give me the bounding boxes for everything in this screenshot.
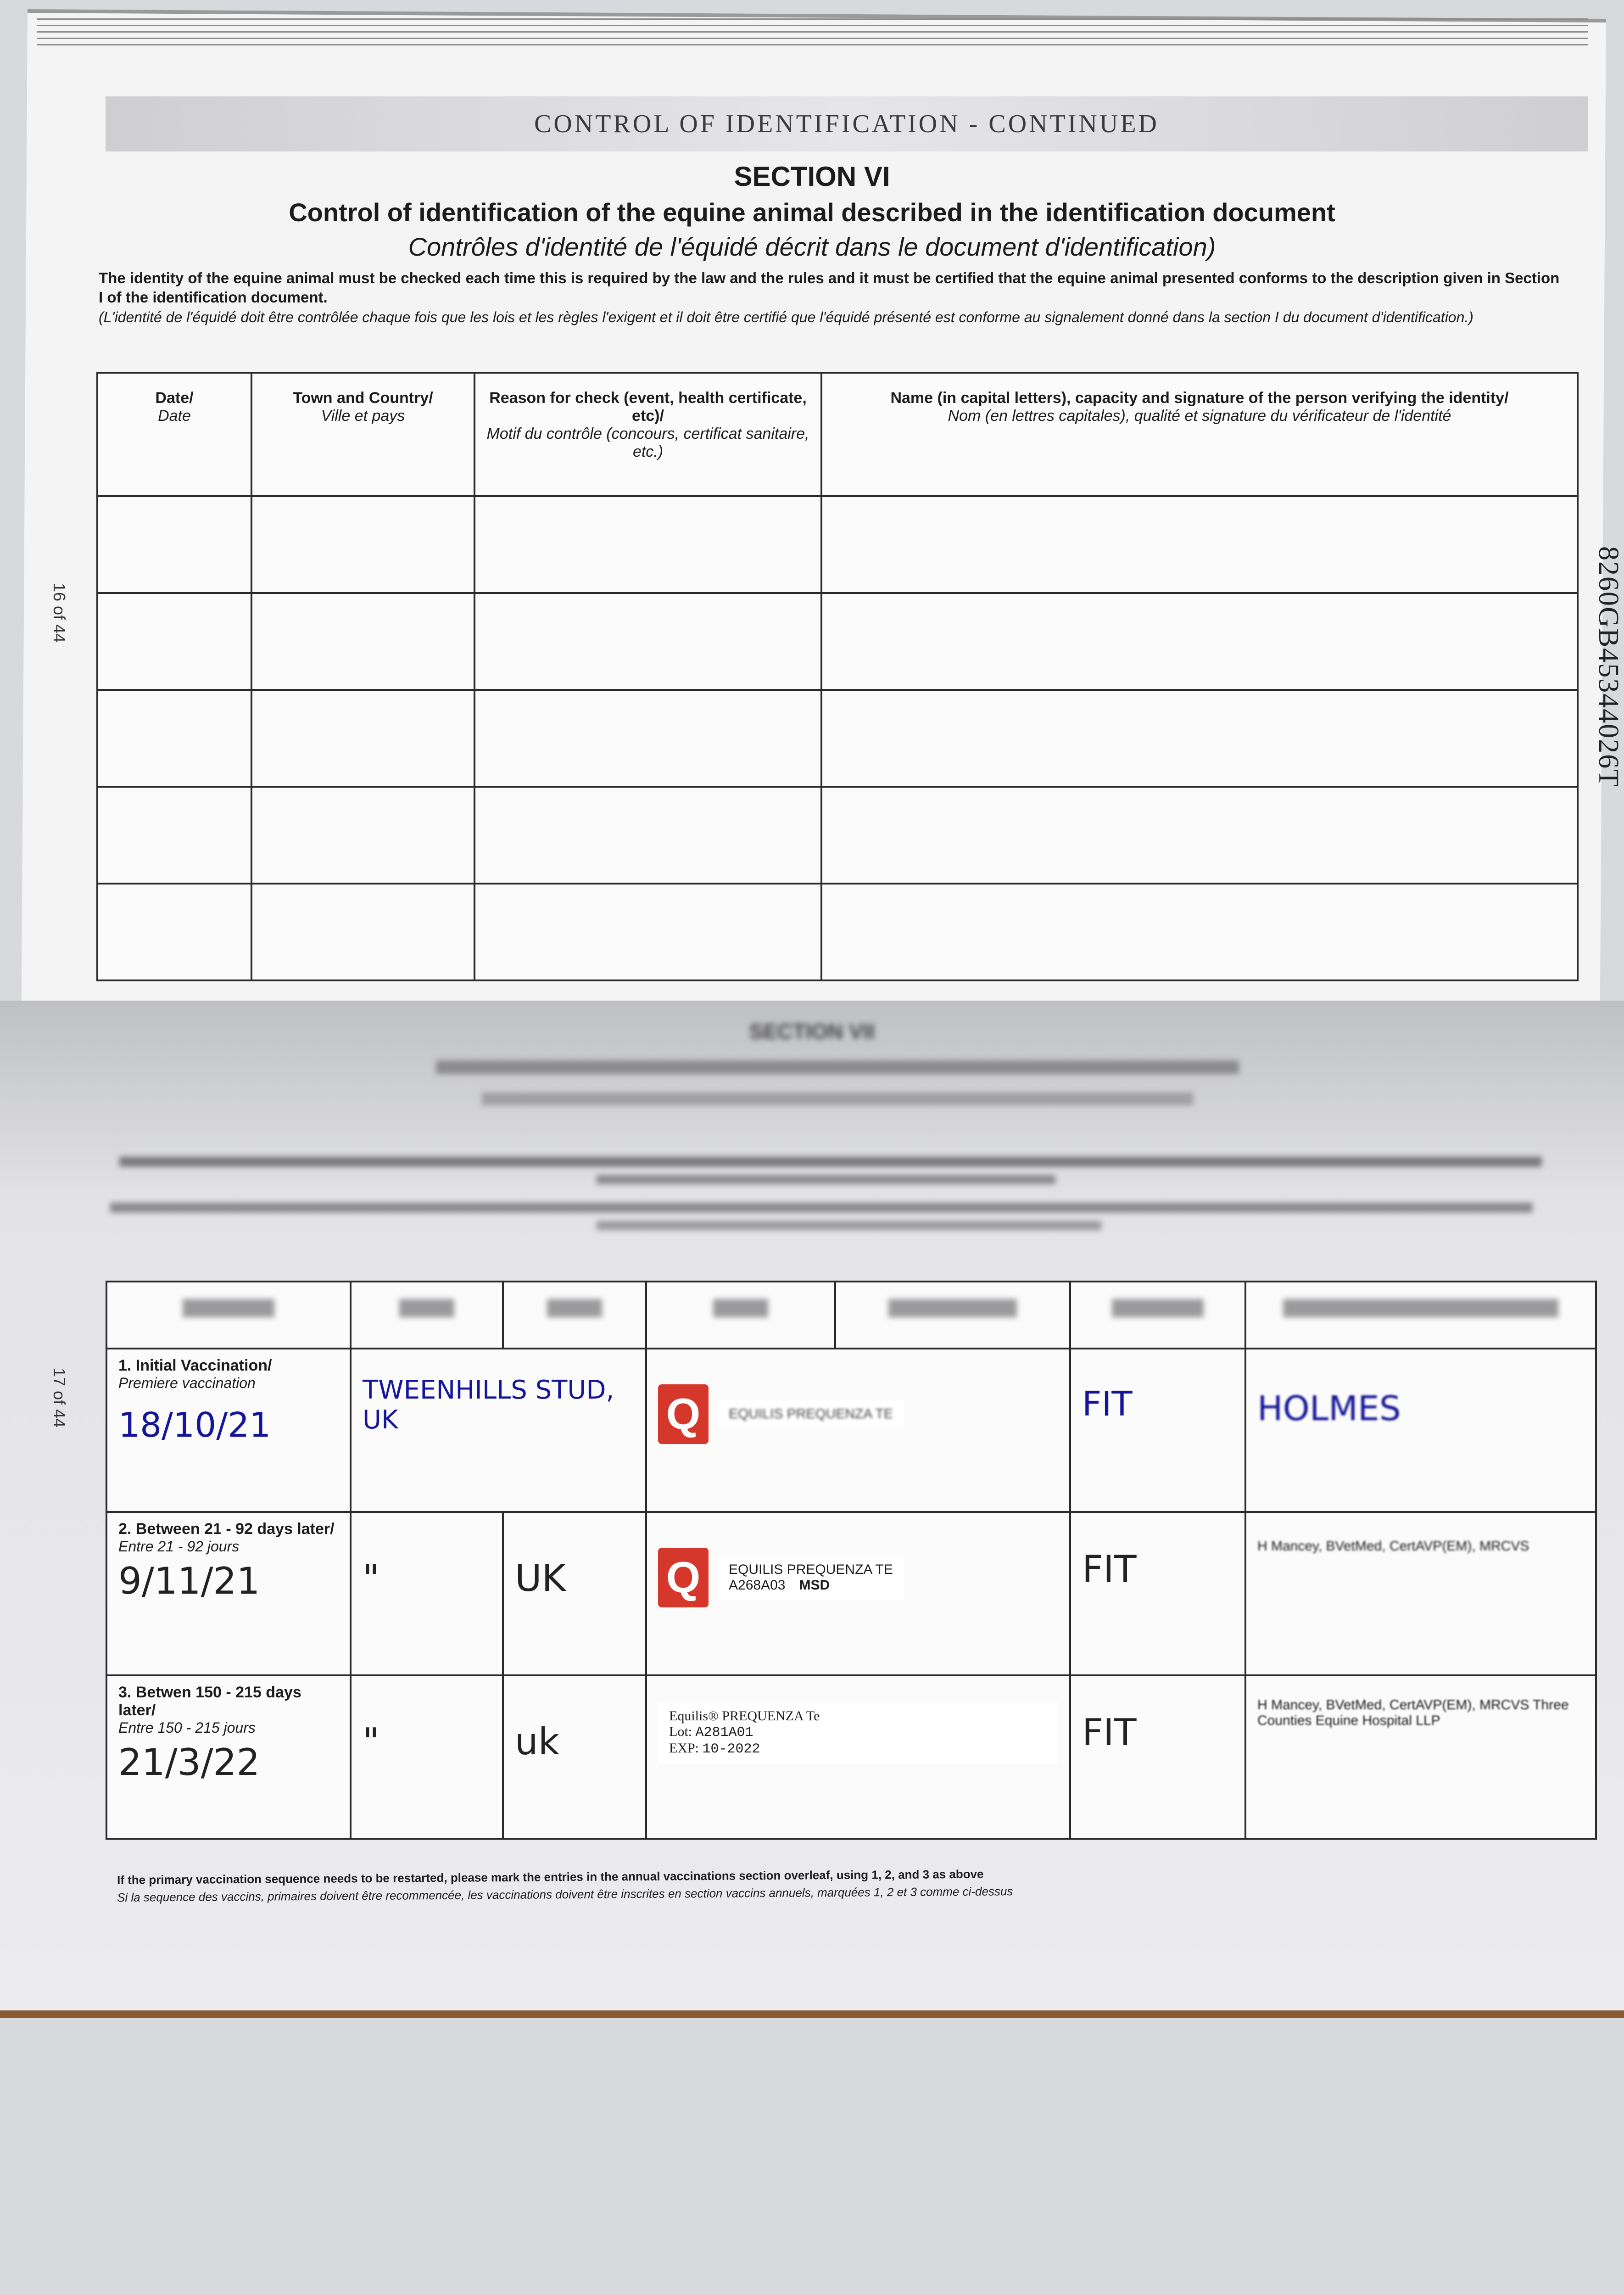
row-1-date-cell[interactable] [106, 1349, 351, 1512]
header-town-fr: Ville et pays [321, 407, 405, 425]
cell-date[interactable] [97, 787, 251, 884]
row-2-product: EQUILIS PREQUENZA TE [729, 1562, 893, 1577]
vaccination-row-2 [106, 1512, 1596, 1675]
cell-town[interactable] [251, 690, 474, 787]
header-reason [474, 373, 821, 496]
control-table-header [97, 373, 1578, 496]
passport-id: 8260GB45344026T [1593, 546, 1624, 788]
cell-town[interactable] [251, 496, 474, 593]
blurred-title-line [482, 1092, 1193, 1105]
row-1-signature: HOLMES [1257, 1389, 1401, 1428]
msd-logo: MSD [799, 1578, 830, 1593]
row-2-place-cell[interactable] [351, 1512, 503, 1675]
header-reason-en: Reason for check (event, health certificate, etc)/ [489, 389, 807, 425]
row-2-product-cell[interactable] [646, 1512, 1070, 1675]
cell-name[interactable] [821, 593, 1578, 690]
row-3-signature: H Mancey, BVetMed, CertAVP(EM), MRCVS Three Counties Equine Hospital LLP [1257, 1697, 1569, 1728]
blurred-header-country [503, 1282, 646, 1349]
row-3-exp-label: EXP: [669, 1741, 699, 1756]
cell-date[interactable] [97, 496, 251, 593]
row-3-product-cell[interactable] [646, 1675, 1070, 1839]
row-2-date-cell[interactable] [106, 1512, 351, 1675]
row-2-status: FIT [1082, 1548, 1137, 1590]
header-date [97, 373, 251, 496]
blurred-intro-line [119, 1157, 1542, 1167]
intro-fr: (L'identité de l'équidé doit être contrôlée chaque fois que les lois et les règles l'exigent et il doit être certifié que l'équidé présenté est conforme au signalement donné dans la section I du document d'identification.) [99, 309, 1473, 325]
section-banner [106, 96, 1588, 151]
row-2-status-cell[interactable] [1070, 1512, 1245, 1675]
row-2-country: UK [515, 1557, 566, 1600]
row-2-batch: A268A03 [729, 1578, 786, 1593]
row-1-label-fr: Premiere vaccination [118, 1375, 256, 1391]
row-3-date-cell[interactable] [106, 1675, 351, 1839]
row-3-lot-label: Lot: [669, 1724, 692, 1739]
row-3-status: FIT [1082, 1711, 1137, 1754]
blurred-header-date [106, 1282, 351, 1349]
cell-town[interactable] [251, 884, 474, 980]
table-row [97, 884, 1578, 980]
row-3-product: Equilis® PREQUENZA Te [669, 1708, 820, 1724]
q-logo-icon: Q [658, 1548, 709, 1607]
row-3-country-cell[interactable] [503, 1675, 646, 1839]
row-3-product-label [658, 1702, 1058, 1763]
row-3-place: " [363, 1720, 379, 1763]
row-2-place: " [363, 1557, 379, 1600]
cell-reason[interactable] [474, 690, 821, 787]
blurred-header-batch [835, 1282, 1070, 1349]
footnote-fr: Si la sequence des vaccins, primaires doivent être recommencée, les vaccinations doivent être inscrites en section vaccins annuels, marquées 1, 2 et 3 comme ci-dessus [117, 1884, 1013, 1904]
title-fr: Contrôles d'identité de l'équidé décrit dans le document d'identification) [408, 232, 1216, 261]
blurred-header-disease [1070, 1282, 1245, 1349]
blurred-intro-line [597, 1175, 1055, 1184]
row-2-signature: H Mancey, BVetMed, CertAVP(EM), MRCVS [1257, 1539, 1529, 1554]
row-1-label: 1. Initial Vaccination/ [118, 1357, 272, 1374]
header-town [251, 373, 474, 496]
table-row [97, 593, 1578, 690]
blurred-header-name [646, 1282, 835, 1349]
row-3-date: 21/3/22 [118, 1741, 260, 1784]
row-3-place-cell[interactable] [351, 1675, 503, 1839]
banner-title: CONTROL OF IDENTIFICATION - CONTINUED [534, 110, 1159, 138]
row-2-sign-cell[interactable] [1245, 1512, 1596, 1675]
blurred-header-vet [1245, 1282, 1596, 1349]
binding-edge [37, 18, 1588, 46]
row-1-place-cell[interactable] [351, 1349, 646, 1512]
cell-town[interactable] [251, 593, 474, 690]
cell-name[interactable] [821, 496, 1578, 593]
section-title: SECTION VI [734, 161, 890, 192]
title-en: Control of identification of the equine animal described in the identification document [289, 198, 1335, 227]
row-1-product-cell[interactable] [646, 1349, 1070, 1512]
page-number-top: 16 of 44 [50, 583, 69, 643]
cell-name[interactable] [821, 884, 1578, 980]
vaccination-table-header [106, 1282, 1596, 1349]
header-reason-fr: Motif du contrôle (concours, certificat sanitaire, etc.) [486, 425, 809, 460]
header-town-en: Town and Country/ [293, 389, 433, 407]
row-1-status: FIT [1082, 1384, 1133, 1424]
table-row [97, 787, 1578, 884]
row-3-exp: 10-2022 [702, 1741, 760, 1757]
row-1-product: EQUILIS PREQUENZA TE [718, 1400, 904, 1428]
row-1-place: TWEENHILLS STUD, UK [363, 1375, 614, 1435]
blurred-header-place [351, 1282, 503, 1349]
row-2-label-fr: Entre 21 - 92 jours [118, 1538, 240, 1555]
cell-name[interactable] [821, 690, 1578, 787]
row-3-label-fr: Entre 150 - 215 jours [118, 1719, 256, 1736]
header-name-fr: Nom (en lettres capitales), qualité et signature du vérificateur de l'identité [948, 407, 1451, 425]
cell-name[interactable] [821, 787, 1578, 884]
blurred-title-line [436, 1060, 1239, 1074]
row-2-country-cell[interactable] [503, 1512, 646, 1675]
q-logo-icon: Q [658, 1384, 709, 1444]
row-2-label: 2. Between 21 - 92 days later/ [118, 1520, 335, 1538]
row-3-label: 3. Betwen 150 - 215 days later/ [118, 1684, 301, 1719]
blurred-section-heading: SECTION VII [749, 1019, 875, 1043]
header-name [821, 373, 1578, 496]
row-2-date: 9/11/21 [118, 1560, 260, 1602]
cell-date[interactable] [97, 884, 251, 980]
row-1-status-cell[interactable] [1070, 1349, 1245, 1512]
intro-en: The identity of the equine animal must be checked each time this is required by the law and the rules and it must be certified that the equine animal presented conforms to the description given in Section I of the identification document. [99, 269, 1560, 306]
row-3-sign-cell[interactable] [1245, 1675, 1596, 1839]
row-3-country: uk [515, 1720, 560, 1763]
footnote-en: If the primary vaccination sequence needs to be restarted, please mark the entries in the annual vaccinations section overleaf, using 1, 2, and 3 as above [117, 1867, 984, 1887]
table-row [97, 690, 1578, 787]
vaccination-table [106, 1281, 1597, 1840]
cell-date[interactable] [97, 593, 251, 690]
control-table [96, 372, 1579, 981]
cell-reason[interactable] [474, 496, 821, 593]
header-date-fr: Date [158, 407, 191, 425]
page-number-bottom: 17 of 44 [50, 1368, 69, 1428]
cell-reason[interactable] [474, 884, 821, 980]
cell-town[interactable] [251, 787, 474, 884]
cell-reason[interactable] [474, 593, 821, 690]
vaccination-row-3 [106, 1675, 1596, 1839]
blurred-intro-line [597, 1221, 1101, 1230]
row-2-product-label [718, 1556, 904, 1600]
table-row [97, 496, 1578, 593]
cell-reason[interactable] [474, 787, 821, 884]
header-name-en: Name (in capital letters), capacity and signature of the person verifying the identity/ [890, 389, 1509, 407]
row-3-lot: A281A01 [695, 1725, 753, 1741]
blurred-intro-line [110, 1203, 1533, 1213]
header-date-en: Date/ [155, 389, 194, 407]
vaccination-row-1 [106, 1349, 1596, 1512]
row-3-status-cell[interactable] [1070, 1675, 1245, 1839]
row-1-sign-cell[interactable] [1245, 1349, 1596, 1512]
row-1-date: 18/10/21 [118, 1405, 271, 1445]
cell-date[interactable] [97, 690, 251, 787]
